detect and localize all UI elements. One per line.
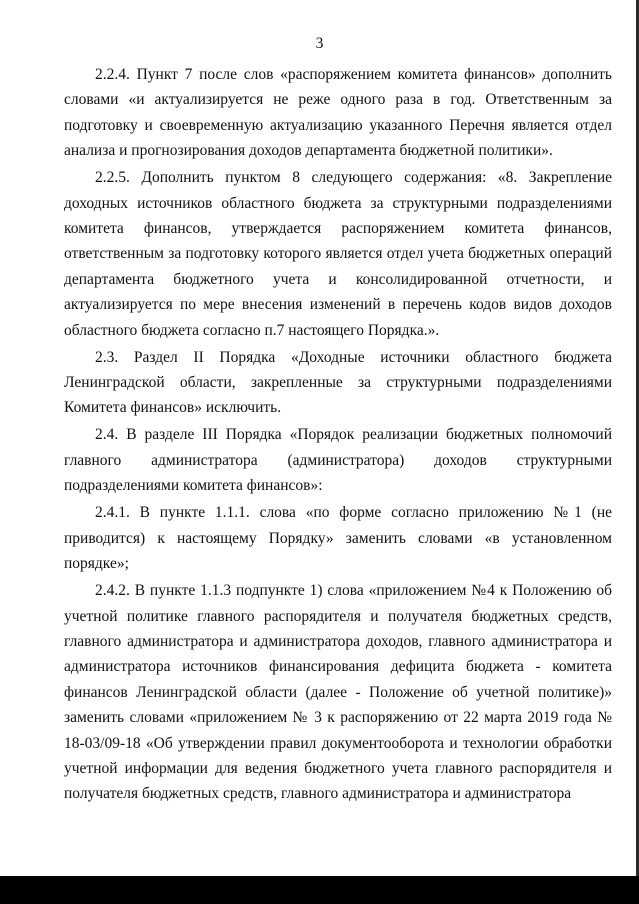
paragraph-2-2-5: 2.2.5. Дополнить пунктом 8 следующего содержания: «8. Закрепление доходных источников областного бюджета за структурными подразделениями комитета финансов, утверждается распоряжением комитета финансов, ответственным за подготовку которого является отдел учета бюджетных операций департамента бюджетного учета и консолидированной отчетности, и актуализируется по мере внесения изменений в перечень кодов видов доходов областного бюджета согласно п.7 настоящего Порядка.». [64,169,612,339]
paragraph-2-4-2: 2.4.2. В пункте 1.1.3 подпункте 1) слова «приложением №4 к Положению об учетной политике главного распорядителя и получателя бюджетных средств, главного администратора и администратора доходов, главного администратора и администратора источников финансирования дефицита бюджета - комитета финансов Ленинградской области (далее - Положение об учетной политике)» заменить словами «приложением № 3 к распоряжению от 22 марта 2019 года № 18-03/09-18 «Об утверждении правил документооборота и технологии обработки учетной информации для ведения бюджетного учета главного распорядителя и получателя бюджетных средств, главного администратора и администратора [64,582,612,803]
page-number: 3 [315,35,324,52]
paragraph-2-4-1: 2.4.1. В пункте 1.1.1. слова «по форме согласно приложению №1 (не приводится) к настоящему Порядку» заменить словами «в установленном порядке»; [64,504,612,573]
scan-bottom-border [0,876,639,904]
document-body [64,62,612,808]
paragraph-2-2-4: 2.2.4. Пункт 7 после слов «распоряжением комитета финансов» дополнить словами «и актуализируется не реже одного раза в год. Ответственным за подготовку и своевременную актуализацию указанного Перечня является отдел анализа и прогнозирования доходов департамента бюджетной политики». [64,66,612,160]
paragraph-2-4: 2.4. В разделе III Порядка «Порядок реализации бюджетных полномочий главного администратора (администратора) доходов структурными подразделениями комитета финансов»: [64,426,612,495]
paragraph-2-3: 2.3. Раздел II Порядка «Доходные источники областного бюджета Ленинградской области, закрепленные за структурными подразделениями Комитета финансов» исключить. [64,348,612,417]
